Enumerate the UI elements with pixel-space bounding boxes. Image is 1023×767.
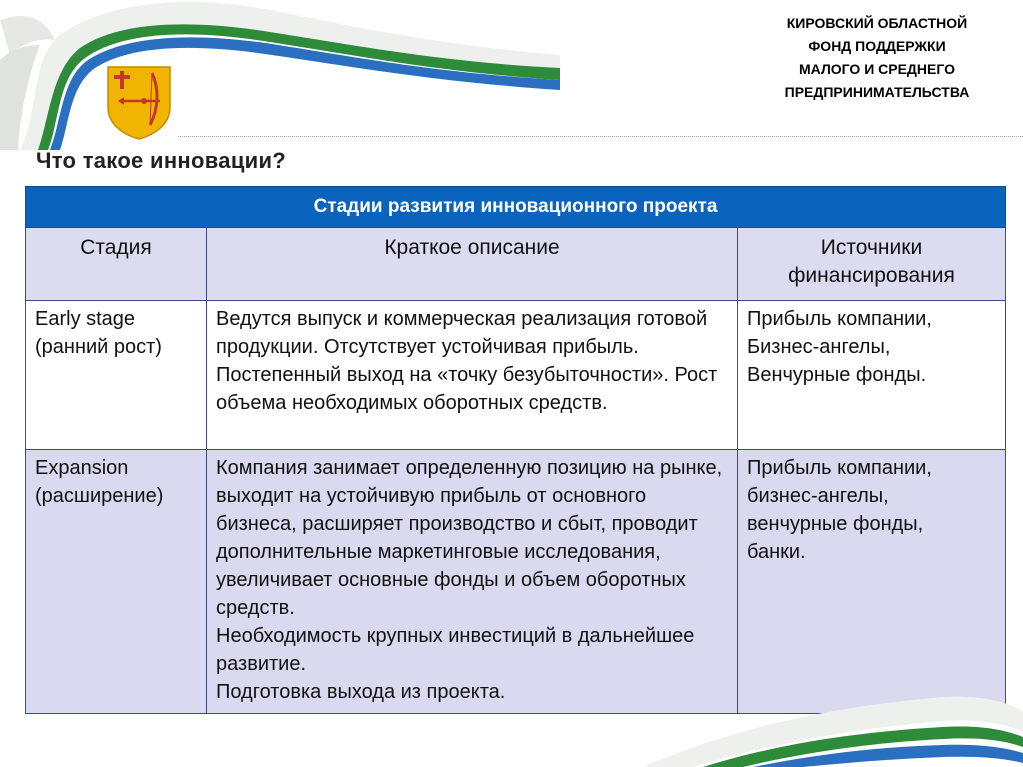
funding-cell: Прибыль компании, Бизнес-ангелы, Венчурные фонды. <box>738 301 1006 450</box>
table-caption: Стадии развития инновационного проекта <box>26 187 1006 228</box>
stage-cell: Expansion (расширение) <box>26 450 207 714</box>
kirov-coat-of-arms-icon <box>104 63 174 141</box>
flag-ribbon-top <box>0 0 560 150</box>
organization-line: МАЛОГО И СРЕДНЕГО <box>799 61 955 77</box>
header-divider <box>178 136 1023 137</box>
innovation-stages-table <box>25 186 1005 714</box>
page-title: Что такое инновации? <box>36 148 287 173</box>
stage-cell: Early stage (ранний рост) <box>26 301 207 450</box>
column-header-stage: Стадия <box>26 228 207 301</box>
organization-line: ПРЕДПРИНИМАТЕЛЬСТВА <box>784 84 970 100</box>
organization-line: ФОНД ПОДДЕРЖКИ <box>808 38 946 54</box>
organization-title <box>757 12 997 104</box>
table-row <box>26 301 1006 450</box>
column-header-description: Краткое описание <box>207 228 738 301</box>
organization-line: КИРОВСКИЙ ОБЛАСТНОЙ <box>786 15 968 31</box>
column-header-funding: Источники финансирования <box>738 228 1006 301</box>
table-row <box>26 450 1006 714</box>
funding-cell: Прибыль компании, бизнес-ангелы, венчурные фонды, банки. <box>738 450 1006 714</box>
description-cell: Компания занимает определенную позицию на рынке, выходит на устойчивую прибыль от основного бизнеса, расширяет производство и сбыт, проводит дополнительные маркетинговые исследования, увеличивает основные фонды и объем оборотных средств. Необходимость крупных инвестиций в дальнейшее развитие. Подготовка выхода из проекта. <box>207 450 738 714</box>
flag-ribbon-bottom <box>643 677 1023 767</box>
description-cell: Ведутся выпуск и коммерческая реализация готовой продукции. Отсутствует устойчивая прибыль. Постепенный выход на «точку безубыточности». Рост объема необходимых оборотных средств. <box>207 301 738 450</box>
